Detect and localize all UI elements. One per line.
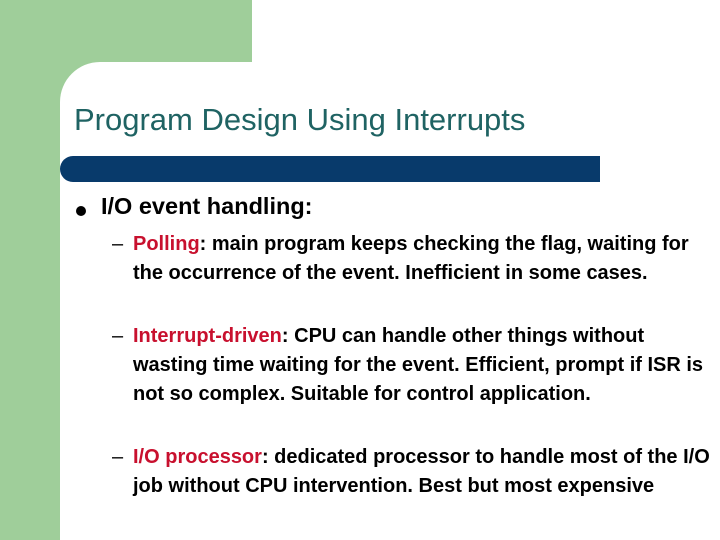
sub-bullet-text bbox=[133, 230, 718, 288]
sub-bullet-text bbox=[133, 443, 718, 501]
sub-bullet-description: : main program keeps checking the flag, waiting for the occurrence of the event. Inefficient in some cases. bbox=[133, 233, 689, 284]
slide-title: Program Design Using Interrupts bbox=[74, 102, 526, 137]
dash-marker: – bbox=[112, 325, 124, 347]
dash-marker: – bbox=[112, 233, 124, 255]
keyword-term: Interrupt-driven bbox=[133, 325, 282, 347]
title-underline-bar bbox=[60, 156, 600, 182]
main-bullet-text: I/O event handling: bbox=[101, 193, 313, 219]
keyword-term: I/O processor bbox=[133, 446, 262, 468]
sub-bullet-text bbox=[133, 322, 718, 409]
sub-bullet-description: : CPU can handle other things without wasting time waiting for the event. Efficient, prompt if ISR is not so complex. Suitable for control application. bbox=[133, 325, 704, 405]
keyword-term: Polling bbox=[133, 233, 200, 255]
dash-marker: – bbox=[112, 446, 124, 468]
sub-bullet-description: : dedicated processor to handle most of the I/O job without CPU intervention. Best but most expensive bbox=[133, 446, 710, 497]
bullet-dot-icon bbox=[76, 206, 86, 216]
